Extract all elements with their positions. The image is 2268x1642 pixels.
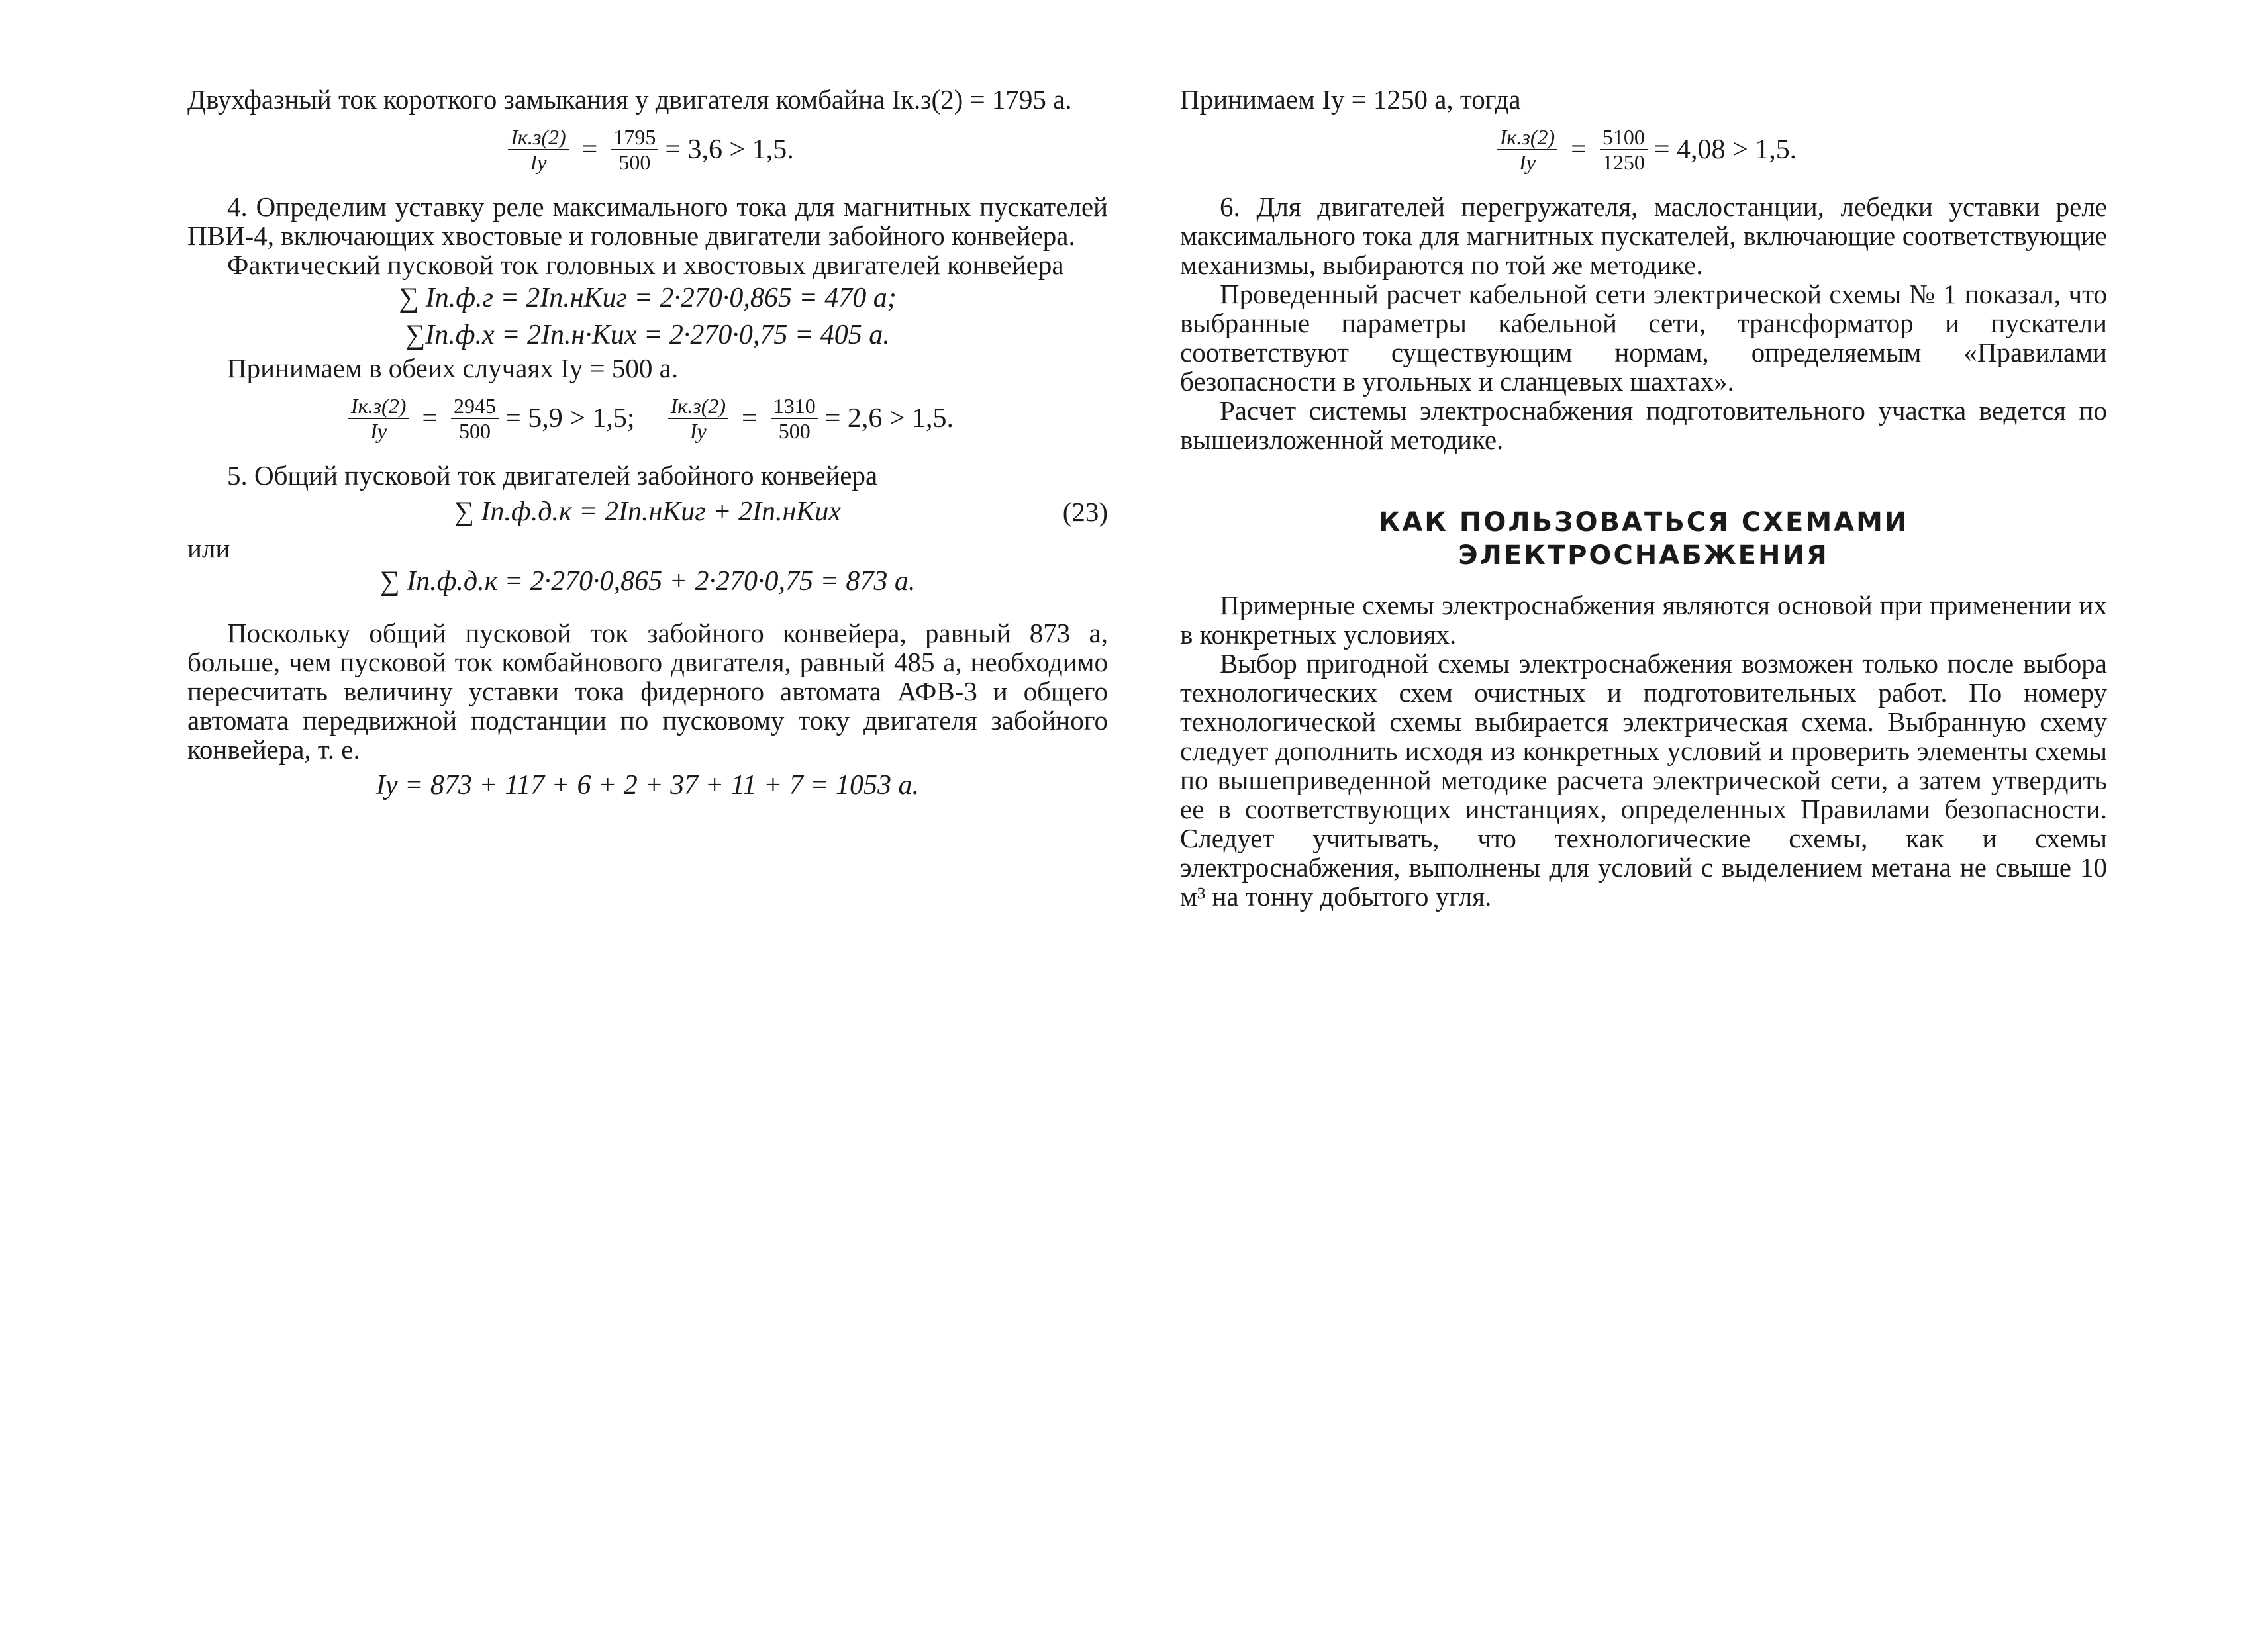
fraction-denominator: Iу	[689, 419, 707, 443]
fraction-denominator: 1250	[1602, 150, 1645, 174]
paragraph-item-4: 4. Определим уставку реле максимального тока для магнитных пускателей ПВИ-4, включающих хвостовые и головные двигатели забойного конвейера.	[187, 191, 1108, 251]
paragraph-calculation-done: Проведенный расчет кабельной сети электрической схемы № 1 показал, что выбранные параметры кабельной сети, трансформатор и пускатели соответствуют существующим нормам, определяемым «Правилами безопасности в угольных и сланцевых шахтах».	[1180, 279, 2107, 397]
formula-tail-current: ∑Iп.ф.х = 2Iп.н·Kих = 2·270·0,75 = 405 a.	[405, 320, 890, 350]
paragraph-item-5: 5. Общий пусковой ток двигателей забойного конвейера	[227, 460, 878, 491]
fraction-denominator: 500	[618, 150, 651, 174]
paragraph-scheme-choice: Выбор пригодной схемы электроснабжения возможен только после выбора технологических схем очистных и подготовительных работ. По номеру технологической схемы выбирается электрическая схема. Выбранную схему следует дополнить исходя из конкретных условий и проверить элементы схемы по вышеприведенной методике расчета электрической сети, а затем утвердить ее в соответствующих инстанциях, определенных Правилами безопасности. Следует учитывать, что технологические схемы, как и схемы электроснабжения, выполнены для условий с выделением метана не свыше 10 м³ на тонну добытого угля.	[1180, 648, 2107, 912]
fraction-denominator: Iу	[1519, 150, 1536, 174]
left-page	[187, 85, 1108, 806]
paragraph-accept-1250: Принимаем Iу = 1250 a, тогда	[1180, 84, 1521, 115]
paragraph-short-circuit: Двухфазный ток короткого замыкания у двигателя комбайна Iк.з(2) = 1795 a.	[187, 84, 1072, 115]
paragraph-item-6: 6. Для двигателей перегружателя, маслостанции, лебедки уставки реле максимального тока для магнитных пускателей, включающие соответствующие механизмы, выбираются по той же методике.	[1180, 191, 2107, 280]
fraction-denominator: Iу	[530, 150, 547, 174]
paragraph-since: Поскольку общий пусковой ток забойного конвейера, равный 873 a, больше, чем пусковой ток комбайнового двигателя, равный 485 a, необходимо пересчитать величину уставки тока фидерного автомата АФВ-3 и общего автомата передвижной подстанции по пусковому току двигателя забойного конвейера, т. е.	[187, 618, 1108, 765]
fraction-numerator: 1310	[771, 395, 818, 419]
formula-text: ∑ Iп.ф.д.к = 2Iп.нKиг + 2Iп.нKих	[454, 497, 842, 527]
formula-result: = 3,6 > 1,5.	[665, 134, 794, 165]
formula-ratio-2: $\frac{Iк.з(2)}{Iу}$ = $\frac{2945}{500}$ = 5,9 > 1,5; $\frac{Iк.з(2)}{Iу}$ = $\frac{1310}{500}$ = 2,6 > 1,5.	[187, 395, 1108, 442]
fraction-numerator: Iк.з(2)	[348, 395, 409, 419]
paragraph-or: или	[187, 533, 230, 563]
formula-result: = 4,08 > 1,5.	[1653, 134, 1797, 165]
formula-result: = 5,9 > 1,5;	[505, 403, 635, 434]
equation-number: (23)	[1062, 497, 1108, 527]
paragraph-example-schemes: Примерные схемы электроснабжения являются основой при применении их в конкретных условиях.	[1180, 590, 2107, 650]
formula-head-current: ∑ Iп.ф.г = 2Iп.нKиг = 2·270·0,865 = 470 a;	[399, 283, 897, 313]
fraction-numerator: 5100	[1600, 126, 1648, 150]
section-heading	[1180, 506, 2107, 572]
formula-ratio-1: $\frac{Iк.з(2)}{Iу}$ = $\frac{1795}{500}$ = 3,6 > 1,5.	[187, 126, 1108, 173]
formula-total-value: ∑ Iп.ф.д.к = 2·270·0,865 + 2·270·0,75 = 873 a.	[379, 566, 916, 597]
fraction-numerator: Iк.з(2)	[508, 126, 568, 150]
right-page	[1180, 85, 2107, 911]
section-heading-line-2: ЭЛЕКТРОСНАБЖЕНИЯ	[1458, 540, 1829, 571]
fraction-numerator: Iк.з(2)	[1497, 126, 1557, 150]
fraction-numerator: Iк.з(2)	[668, 395, 728, 419]
formula-total-current	[187, 490, 1108, 534]
formula-result: = 2,6 > 1,5.	[824, 403, 954, 434]
fraction-denominator: Iу	[370, 419, 387, 443]
paragraph-accept-500: Принимаем в обеих случаях Iу = 500 a.	[227, 353, 679, 383]
fraction-denominator: 500	[778, 419, 811, 443]
fraction-denominator: 500	[459, 419, 491, 443]
paragraph-actual-current: Фактический пусковой ток головных и хвостовых двигателей конвейера	[227, 250, 1064, 280]
fraction-numerator: 1795	[611, 126, 658, 150]
section-heading-line-1: КАК ПОЛЬЗОВАТЬСЯ СХЕМАМИ	[1378, 507, 1909, 538]
formula-ratio-3: $\frac{Iк.з(2)}{Iу}$ = $\frac{5100}{1250}$ = 4,08 > 1,5.	[1180, 126, 2107, 173]
formula-setting-1053: Iу = 873 + 117 + 6 + 2 + 37 + 11 + 7 = 1053 a.	[375, 770, 920, 800]
fraction-numerator: 2945	[451, 395, 499, 419]
paragraph-preparatory-calc: Расчет системы электроснабжения подготовительного участка ведется по вышеизложенной методике.	[1180, 395, 2107, 455]
